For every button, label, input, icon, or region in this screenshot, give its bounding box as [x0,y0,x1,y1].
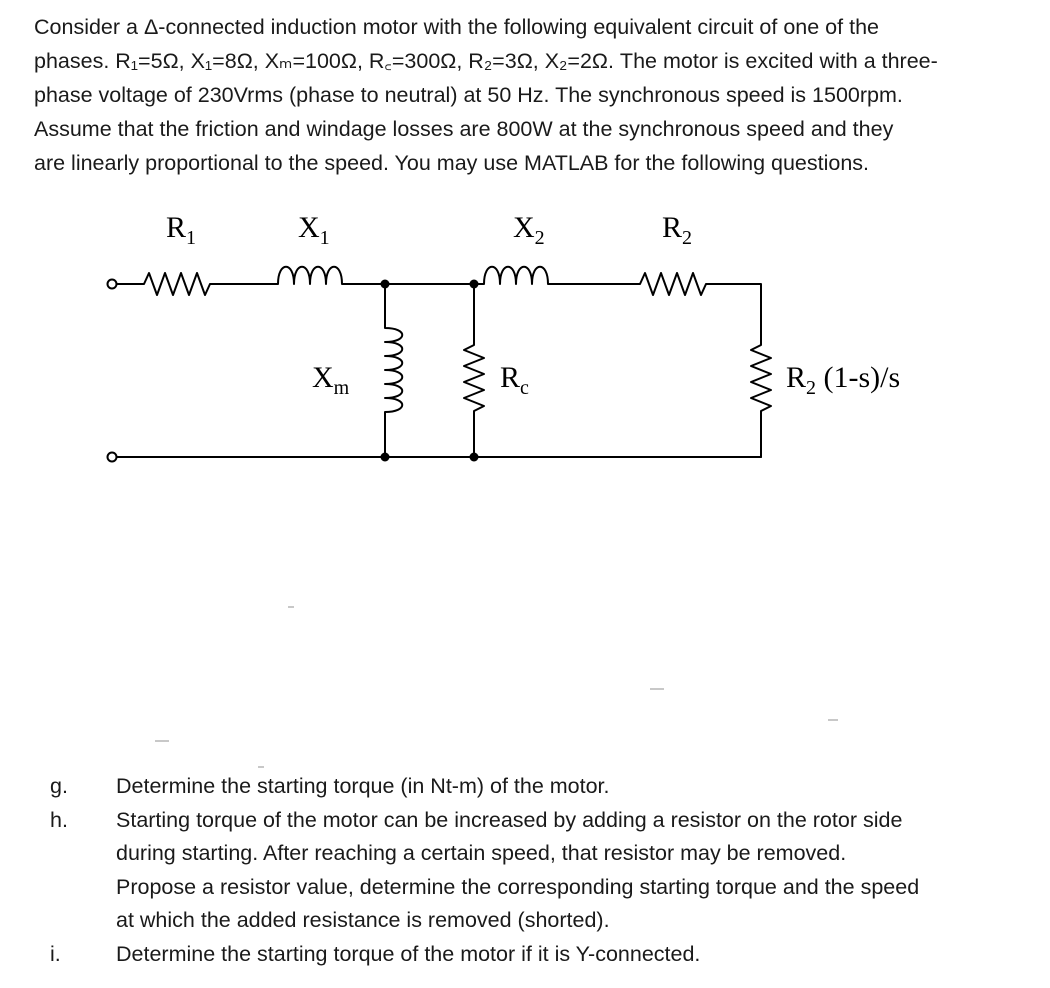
question-item [46,770,1036,804]
node-dot [470,453,479,462]
scan-speck [288,606,294,608]
node-dot [381,280,390,289]
r1-resistor [117,273,271,295]
intro-line: are linearly proportional to the speed. You may use MATLAB for the following questions. [34,151,870,175]
r2-resistor [605,273,761,315]
question-marker: i. [50,941,61,966]
x2-inductor [474,267,605,284]
x1-label: X1 [298,211,330,249]
x2-label: X2 [513,211,545,249]
scan-speck [650,688,664,690]
question-line: Starting torque of the motor can be increased by adding a resistor on the rotor side [116,807,903,832]
intro-line: phase voltage of 230Vrms (phase to neutral) at 50 Hz. The synchronous speed is 1500rpm. [34,83,903,107]
equivalent-circuit-diagram [0,195,1050,485]
question-line: Determine the starting torque of the motor if it is Y-connected. [116,941,701,966]
xm-inductor [385,284,402,457]
question-list [46,770,1036,971]
question-item [46,938,1036,972]
intro-line: Consider a Δ-connected induction motor with the following equivalent circuit of one of the [34,15,879,39]
intro-line: phases. R₁=5Ω, X₁=8Ω, Xₘ=100Ω, R꜀=300Ω, R₂=3Ω, X₂=2Ω. The motor is excited with a three- [34,49,938,73]
rc-label: Rc [500,361,529,399]
xm-label: Xm [312,361,350,399]
question-line: at which the added resistance is removed (shorted). [116,908,610,932]
rc-resistor [464,284,484,457]
question-line: Determine the starting torque (in Nt-m) of the motor. [116,774,610,798]
intro-line: Assume that the friction and windage losses are 800W at the synchronous speed and they [34,117,894,141]
load-label: R2 (1-s)/s [786,361,901,399]
scan-speck [155,740,169,742]
load-resistor [751,315,771,457]
problem-statement [34,10,1034,180]
question-line: Propose a resistor value, determine the corresponding starting torque and the speed [116,874,920,899]
input-terminal-bottom [108,453,117,462]
input-terminal-top [108,280,117,289]
r2-label: R2 [662,211,693,249]
scan-speck [828,719,838,721]
scan-speck [258,766,264,768]
node-dot [381,453,390,462]
question-line: during starting. After reaching a certain speed, that resistor may be removed. [116,841,847,865]
node-dot [470,280,479,289]
question-item [46,804,1036,938]
question-marker: g. [50,774,68,798]
r1-label: R1 [166,211,197,249]
x1-inductor [270,267,385,284]
question-marker: h. [50,807,68,832]
